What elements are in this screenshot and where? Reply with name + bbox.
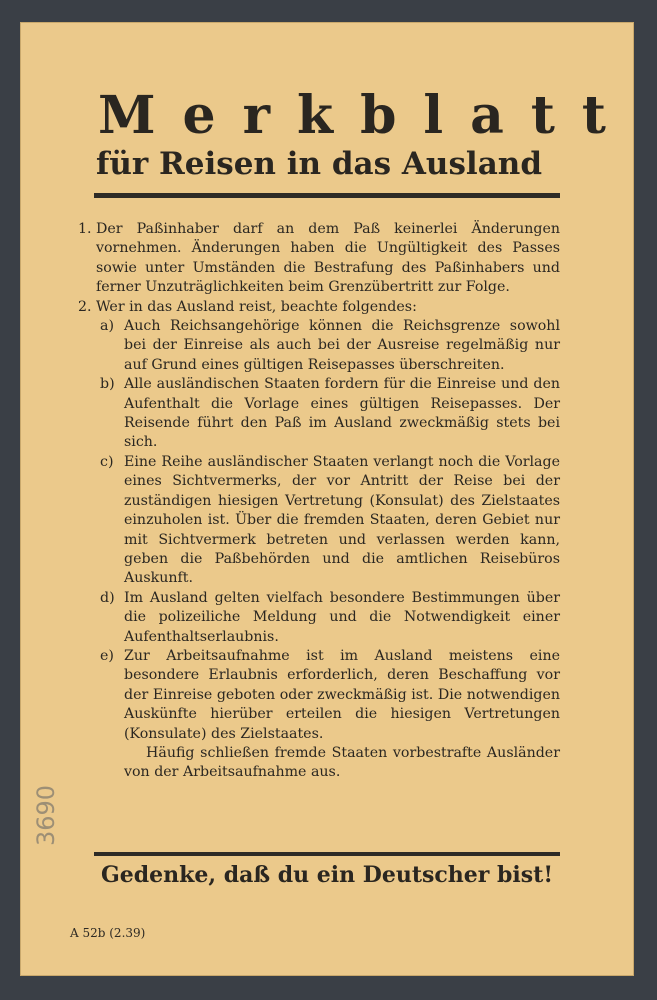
- bottom-divider: [94, 852, 560, 856]
- sub-item-letter: e): [100, 647, 114, 664]
- sub-item-letter: b): [100, 376, 115, 393]
- item-text: Der Paßinhaber darf an dem Paß keinerlei Änderungen vornehmen. Änderungen haben die Ungültigkeit des Passes sowie unter Umständen die Bestrafung des Paßinhabers und ferner Unzuträglichkeiten beim Grenzübertritt zur Folge.: [96, 221, 560, 296]
- sub-item-letter: d): [100, 589, 115, 606]
- item-text: Wer in das Ausland reist, beachte folgendes:: [96, 298, 417, 315]
- sub-item-letter: a): [100, 318, 114, 335]
- top-divider: [94, 193, 560, 198]
- page-subtitle: für Reisen in das Ausland: [96, 146, 543, 182]
- sub-item: [78, 453, 560, 589]
- list-item: [78, 298, 560, 317]
- sub-item-text: Zur Arbeitsaufnahme ist im Ausland meistens eine besondere Erlaubnis erforderlich, deren Beschaffung vor der Einreise geboten oder zweckmäßig ist. Die notwendigen Auskünfte hierüber erteilen die hiesigen Vertretungen (Konsulate) des Zielstaates.: [124, 647, 560, 742]
- sub-item-text: Alle ausländischen Staaten fordern für die Einreise und den Aufenthalt die Vorlage eines gültigen Reisepasses. Der Reisende führt den Paß im Ausland zweckmäßig stets bei sich.: [124, 376, 560, 451]
- sub-item-text: Eine Reihe ausländischer Staaten verlangt noch die Vorlage eines Sichtvermerks, der vor Antritt der Reise bei der zuständigen hiesigen Vertretung (Konsulat) des Zielstaates einzuholen ist. Über die fremden Staaten, deren Gebiet nur mit Sichtvermerk betreten und verlassen werden kann, geben die Paßbehörden und die amtlichen Reisebüros Auskunft.: [124, 453, 560, 587]
- sub-item: [78, 317, 560, 375]
- pencil-annotation: 3690: [32, 784, 60, 846]
- closing-paragraph: Häufig schließen fremde Staaten vorbestrafte Ausländer von der Arbeitsaufnahme aus.: [124, 744, 560, 781]
- sub-item-letter: c): [100, 453, 114, 470]
- document-card: [20, 22, 634, 976]
- motto: Gedenke, daß du ein Deutscher bist!: [101, 862, 553, 888]
- sub-item-text: Auch Reichsangehörige können die Reichsgrenze sowohl bei der Einreise als auch bei der Ausreise regelmäßig nur auf Grund eines gültigen Reisepasses überschreiten.: [124, 318, 560, 373]
- list-item: [78, 220, 560, 298]
- sub-item-text: Im Ausland gelten vielfach besondere Bestimmungen über die polizeiliche Meldung und die Notwendigkeit einer Aufenthaltserlaubnis.: [124, 589, 560, 645]
- item-number: 1.: [78, 221, 92, 237]
- item-number: 2.: [78, 298, 92, 315]
- instructions-body: [78, 220, 560, 783]
- sub-item: [78, 375, 560, 453]
- sub-item: [78, 589, 560, 647]
- page-title: Merkblatt: [98, 85, 633, 146]
- form-code: A 52b (2.39): [70, 926, 146, 940]
- sub-item: [78, 647, 560, 744]
